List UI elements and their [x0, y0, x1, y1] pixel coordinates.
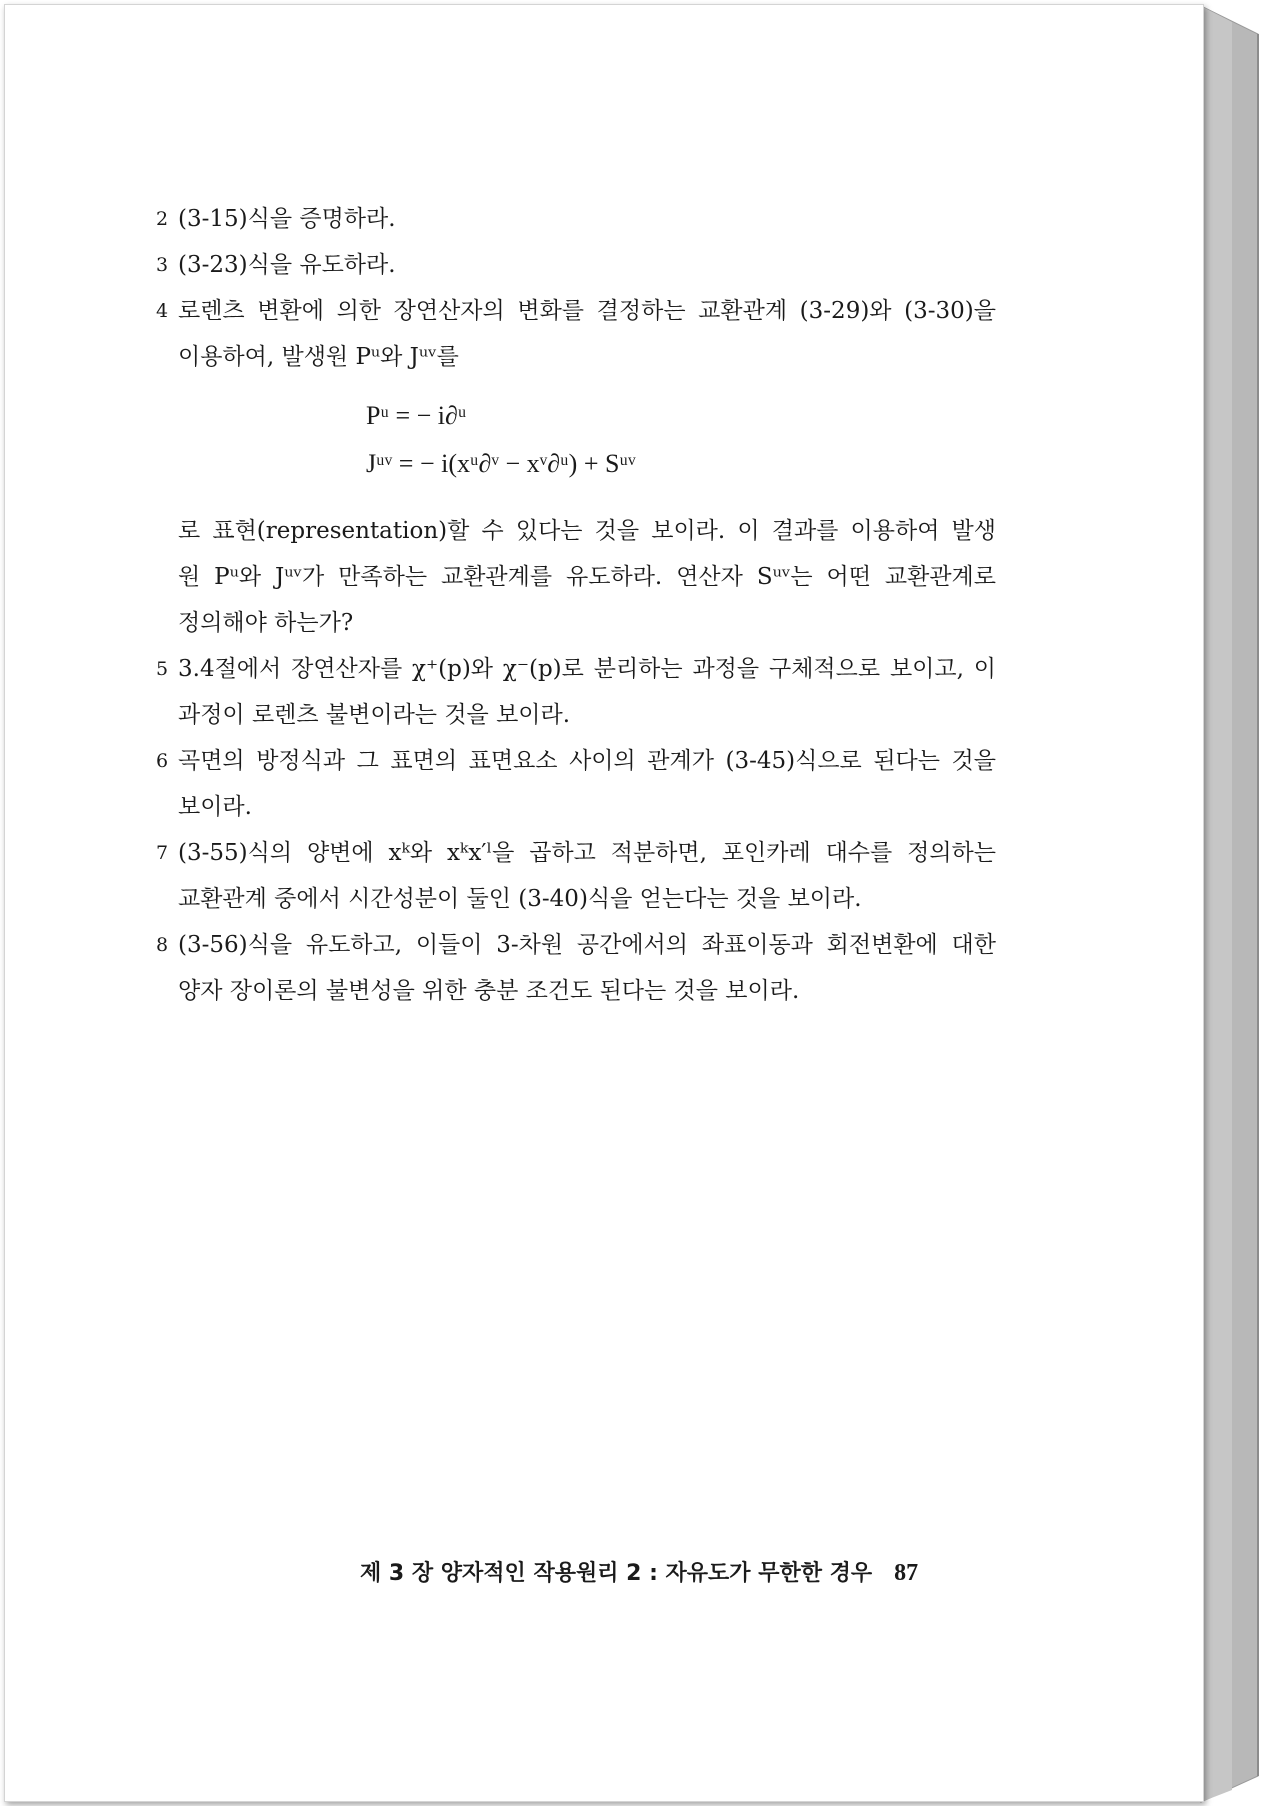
equation: Jᵘᵛ = − i(xᵘ∂ᵛ − xᵛ∂ᵘ) + Sᵘᵛ [366, 449, 636, 478]
problem-text: (3-23)식을 유도하라. [178, 252, 396, 278]
problem-6 [156, 738, 996, 830]
problem-number: 2 [156, 208, 169, 230]
problem-text: (3-15)식을 증명하라. [178, 206, 396, 232]
problem-number: 4 [156, 300, 169, 322]
page-footer [360, 1556, 970, 1587]
problem-8 [156, 922, 996, 1014]
problem-number: 6 [156, 750, 169, 772]
problem-number: 3 [156, 254, 169, 276]
chapter-title: 제 3 장 양자적인 작용원리 2 : 자유도가 무한한 경우 [360, 1561, 873, 1586]
equation-block [366, 392, 996, 488]
problem-text: 로 표현(representation)할 수 있다는 것을 보이라. 이 결과를 이용하여 발생 [178, 518, 996, 544]
problem-text: 과정이 로렌츠 불변이라는 것을 보이라. [178, 702, 571, 728]
problem-text: 교환관계 중에서 시간성분이 둘인 (3-40)식을 얻는다는 것을 보이라. [178, 886, 862, 912]
problem-text: 로렌츠 변환에 의한 장연산자의 변화를 결정하는 교환관계 (3-29)와 (3-30)을 [178, 298, 996, 324]
problem-7 [156, 830, 996, 922]
equation: Pᵘ = − i∂ᵘ [366, 401, 467, 430]
problem-text: 원 Pᵘ와 Jᵘᵛ가 만족하는 교환관계를 유도하라. 연산자 Sᵘᵛ는 어떤 교환관계로 [178, 564, 996, 590]
problem-5 [156, 646, 996, 738]
problem-number: 8 [156, 934, 169, 956]
problem-list [156, 196, 996, 1014]
problem-3 [156, 242, 996, 288]
problem-text: 3.4절에서 장연산자를 χ⁺(p)와 χ⁻(p)로 분리하는 과정을 구체적으로 보이고, 이 [178, 656, 996, 682]
problem-4 [156, 288, 996, 646]
page-number: 87 [894, 1560, 919, 1586]
problem-text: 이용하여, 발생원 Pᵘ와 Jᵘᵛ를 [178, 344, 459, 370]
problem-text: 곡면의 방정식과 그 표면의 표면요소 사이의 관계가 (3-45)식으로 된다는 것을 [178, 748, 996, 774]
problem-text: (3-55)식의 양변에 xᵏ와 xᵏx′ˡ을 곱하고 적분하면, 포인카레 대수를 정의하는 [178, 840, 996, 866]
problem-text: 보이라. [178, 794, 252, 820]
problem-number: 7 [156, 842, 169, 864]
problem-text: (3-56)식을 유도하고, 이들이 3-차원 공간에서의 좌표이동과 회전변환에 대한 [178, 932, 996, 958]
problem-text: 양자 장이론의 불변성을 위한 충분 조건도 된다는 것을 보이라. [178, 978, 800, 1004]
problem-number: 5 [156, 658, 169, 680]
problem-text: 정의해야 하는가? [178, 610, 354, 636]
problem-2 [156, 196, 996, 242]
